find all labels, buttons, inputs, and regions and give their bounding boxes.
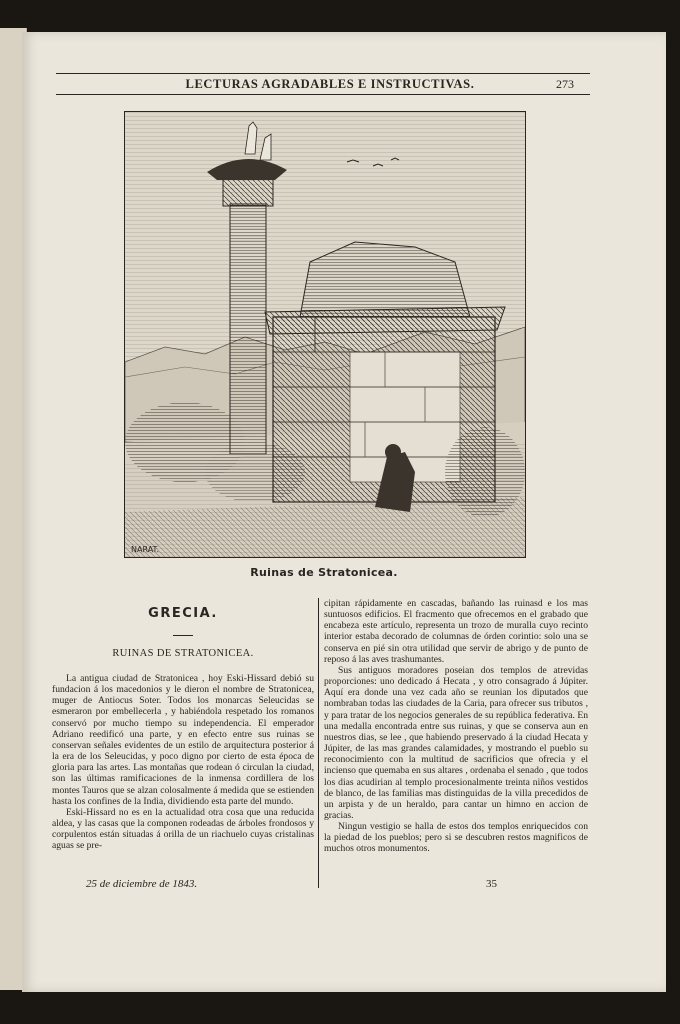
ruins-engraving xyxy=(125,112,525,557)
paragraph: Ningun vestigio se halla de estos dos templos enriquecidos con la piedad de los pueblos; pero si se descubren restos magnificos de muchos otros monumentos. xyxy=(324,821,588,855)
wall-cornice xyxy=(265,307,505,334)
title-rule xyxy=(173,635,193,636)
paragraph: La antigua ciudad de Stratonicea , hoy Eski-Hissard debió su fundacion á los macedonios y le dieron el nombre de Stratonicea, muger de Antiocus Soter. Todos los monarcas Seleucidas se esmeraron por embellecerla , y habiéndola respetado los romanos conservó por mucho tiempo su independencia. El emperador Adriano reedificó una parte, y en efecto entre sus ruinas se conservan señales evidentes de un estilo de arquitectura posterior á la era de los Seleucidas, y poco digno por cierto de esta época de gloria para las artes. Las montañas que rodean ó circulan la ciudad, son las últimas ramificaciones de la inmensa cordillera de los montes Tauros que se alzan colosalmente á medida que se estienden hasta los confines de la India, dividiendo esta parte del mundo. xyxy=(52,673,314,807)
header-rule-bottom xyxy=(56,94,590,95)
issue-date: 25 de diciembre de 1843. xyxy=(86,878,198,890)
article-subtitle: RUINAS DE STRATONICEA. xyxy=(112,648,254,659)
engraving-illustration xyxy=(124,111,526,558)
signature-number: 35 xyxy=(486,878,497,890)
running-title: LECTURAS AGRADABLES E INSTRUCTIVAS. xyxy=(185,77,475,91)
section-title: GRECIA. xyxy=(148,606,218,621)
header-rule-top xyxy=(56,73,590,74)
engraver-signature: NARAT. xyxy=(131,545,160,554)
paragraph: cipitan rápidamente en cascadas, bañando las ruinasd e los mas suntuosos edificios. El fracmento que ofrecemos en el grabado que encabeza este artículo, representa un trozo de muralla cuyo recinto interior estaba decorado de columnas de órden corintio: solo una se conserva en pié sin otra utilidad que servir de abrigo y de punto de reposo á las aves trashumantes. xyxy=(324,598,588,665)
left-column xyxy=(52,600,314,852)
corinthian-column xyxy=(230,204,266,454)
page-number: 273 xyxy=(556,77,574,91)
illustration-caption: Ruinas de Stratonicea. xyxy=(250,566,398,579)
paragraph: Eski-Hissard no es en la actualidad otra cosa que una reducida aldea, y las casas que la componen rodeadas de árboles frondosos y corpulentos están situadas á orilla de un riachuelo cuyas cristalinas aguas se pre- xyxy=(52,806,314,852)
paragraph: Sus antiguos moradores poseian dos templos de atrevidas proporciones: uno dedicado á Hecata , y otro consagrado á Júpiter. Aquí era donde una vez cada año se reunian los diputados que nombraban todas las ciudades de la Caria, para ofrecer sus tributos , y para tratar de los negocios generales de su república federativa. En una medalla encontrada entre sus ruinas, y que se conserva aun en nuestros dias, se lee , que habiendo preservado á la ciudad Hecata y Júpiter, de las mas grandes calamidades, y mostrando el pueblo su reconocimiento con la multitud de sacrificios que ofrecia y el incienso que quemaba en sus altares , ordenaba el senado , que todos los dias acudirian al templo procesionalmente treinta niños vestidos de blanco, de las familias mas distinguidas de la villa precedidos de un arpista y de un heraldo, para cantar un himno en accion de gracias. xyxy=(324,664,588,821)
column-capital xyxy=(223,178,273,206)
right-column xyxy=(324,598,588,855)
column-divider xyxy=(318,598,319,888)
